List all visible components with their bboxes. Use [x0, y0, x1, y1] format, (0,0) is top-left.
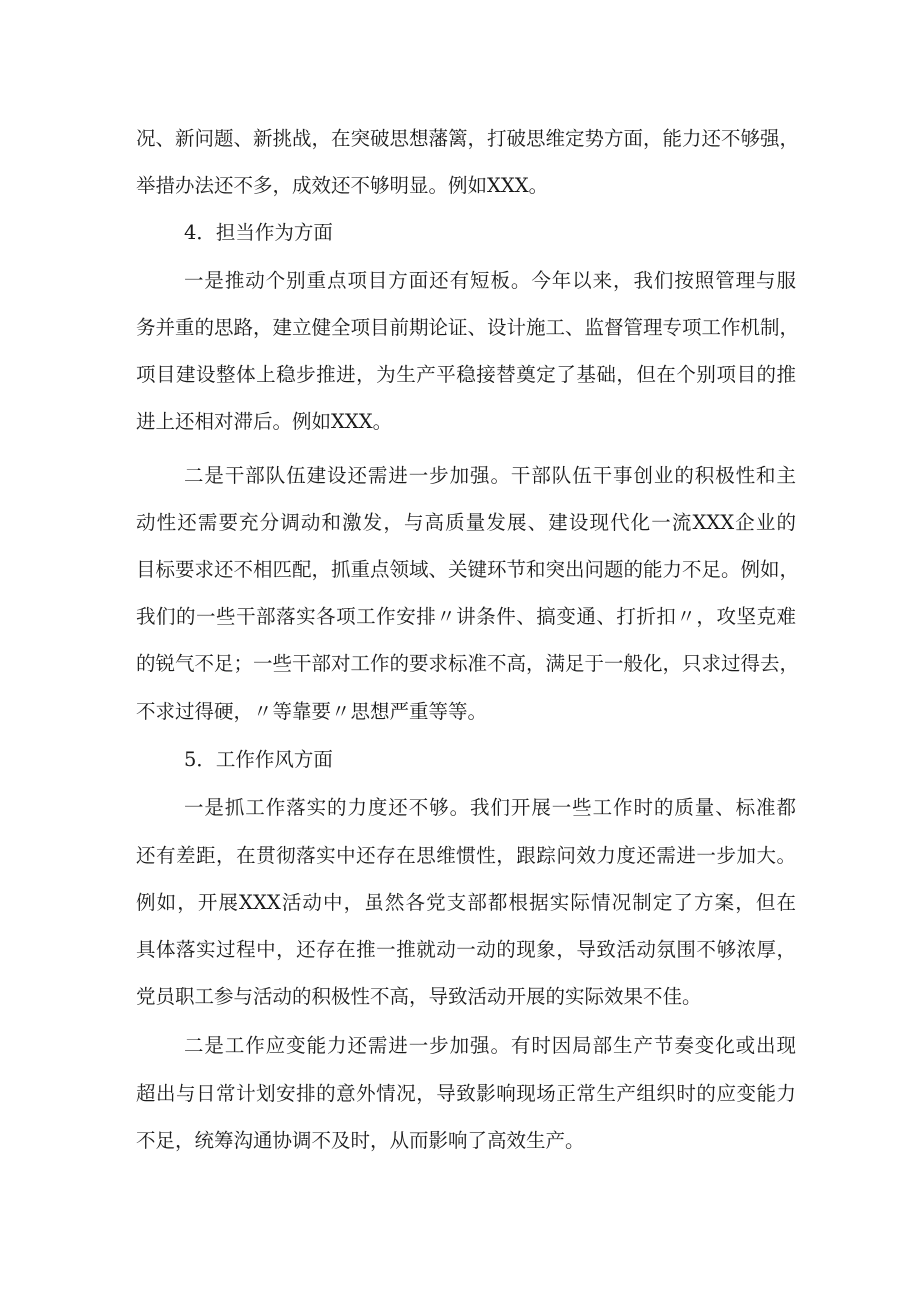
- paragraph-line: 一是抓工作落实的力度还不够。我们开展一些工作时的质量、标准都: [184, 796, 796, 819]
- paragraph-line: 二是工作应变能力还需进一步加强。有时因局部生产节奏变化或出现: [184, 1034, 796, 1057]
- paragraph-line: 我们的一些干部落实各项工作安排〃讲条件、搞变通、打折扣〃，攻坚克难: [136, 605, 796, 628]
- paragraph-line: 况、新问题、新挑战，在突破思想藩篱，打破思维定势方面，能力还不够强，: [136, 127, 800, 150]
- paragraph-line: 务并重的思路，建立健全项目前期论证、设计施工、监督管理专项工作机制，: [136, 316, 800, 339]
- paragraph-line: 不求过得硬，〃等靠要〃思想严重等等。: [136, 700, 488, 723]
- paragraph-line: 项目建设整体上稳步推进，为生产平稳接替奠定了基础，但在个别项目的推: [136, 363, 796, 386]
- paragraph-line: 一是推动个别重点项目方面还有短板。今年以来，我们按照管理与服: [184, 269, 796, 292]
- paragraph-line: 动性还需要充分调动和激发，与高质量发展、建设现代化一流XXX企业的: [136, 511, 796, 534]
- paragraph-line: 目标要求还不相匹配，抓重点领域、关键环节和突出问题的能力不足。例如，: [136, 558, 800, 581]
- paragraph-line: 具体落实过程中，还存在推一推就动一动的现象，导致活动氛围不够浓厚，: [136, 938, 796, 961]
- section-heading-5: 5．工作作风方面: [184, 748, 333, 771]
- paragraph-line: 例如，开展XXX活动中，虽然各党支部都根据实际情况制定了方案，但在: [136, 891, 796, 914]
- paragraph-line: 还有差距，在贯彻落实中还存在思维惯性，跟踪问效力度还需进一步加大。: [136, 844, 796, 867]
- paragraph-line: 举措办法还不多，成效还不够明显。例如XXX。: [136, 174, 549, 197]
- paragraph-line: 党员职工参与活动的积极性不高，导致活动开展的实际效果不佳。: [136, 985, 702, 1008]
- section-heading-4: 4．担当作为方面: [184, 221, 333, 244]
- paragraph-line: 不足，统筹沟通协调不及时，从而影响了高效生产。: [136, 1129, 585, 1152]
- paragraph-line: 超出与日常计划安排的意外情况，导致影响现场正常生产组织时的应变能力: [136, 1082, 796, 1105]
- paragraph-line: 的锐气不足；一些干部对工作的要求标准不高，满足于一般化，只求过得去，: [136, 652, 800, 675]
- paragraph-line: 二是干部队伍建设还需进一步加强。干部队伍干事创业的积极性和主: [184, 464, 796, 487]
- paragraph-line: 进上还相对滞后。例如XXX。: [136, 410, 393, 433]
